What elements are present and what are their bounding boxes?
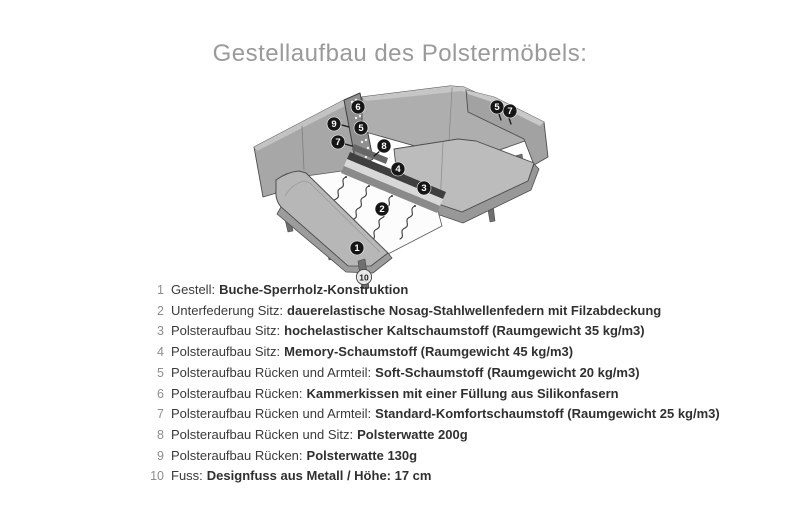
callout-badge-6 xyxy=(351,100,365,114)
legend-item-number: 4 xyxy=(157,345,164,360)
legend-item-value: Standard-Komfortschaumstoff (Raumgewicht 25 kg/m3) xyxy=(375,406,720,422)
legend-item-label: Polsteraufbau Rücken: xyxy=(171,385,303,401)
callout-badge-5 xyxy=(490,100,504,114)
callout-number: 2 xyxy=(379,204,385,215)
legend-item-label: Polsteraufbau Rücken und Armteil: xyxy=(171,406,372,422)
legend-item-value: Memory-Schaumstoff (Raumgewicht 45 kg/m3) xyxy=(284,344,574,360)
legend-item-value: Soft-Schaumstoff (Raumgewicht 20 kg/m3) xyxy=(375,364,640,380)
legend-item xyxy=(140,363,780,384)
legend-item-value: Polsterwatte 130g xyxy=(306,447,418,463)
legend-item-number: 10 xyxy=(150,469,164,484)
legend-item-number: 8 xyxy=(157,427,164,442)
legend-item-label: Unterfederung Sitz: xyxy=(171,302,284,318)
legend-item-label: Gestell: xyxy=(171,282,216,297)
legend-list xyxy=(140,280,780,487)
legend-item-value: Designfuss aus Metall / Höhe: 17 cm xyxy=(206,468,432,484)
callout-badge-5 xyxy=(354,121,368,135)
callout-badge-1 xyxy=(350,241,364,255)
legend-item-value: Kammerkissen mit einer Füllung aus Silikonfasern xyxy=(306,385,619,401)
legend-item-label: Polsteraufbau Rücken und Sitz: xyxy=(171,426,354,442)
legend-item xyxy=(140,321,780,342)
callout-number: 5 xyxy=(494,102,500,113)
legend-item-value: hochelastischer Kaltschaumstoff (Raumgewicht 35 kg/m3) xyxy=(284,323,645,339)
legend-item xyxy=(140,342,780,363)
legend-item xyxy=(140,404,780,425)
callout-number: 7 xyxy=(335,137,341,148)
legend-item-number: 1 xyxy=(157,283,164,297)
callout-number: 4 xyxy=(395,164,401,175)
callout-number: 5 xyxy=(358,123,364,134)
legend-item xyxy=(140,280,780,301)
legend-item-label: Polsteraufbau Sitz: xyxy=(171,344,281,360)
sofa-illustration xyxy=(254,86,548,289)
legend-item xyxy=(140,425,780,446)
callout-badge-3 xyxy=(417,181,431,195)
callout-badge-7 xyxy=(331,135,345,149)
callout-badge-4 xyxy=(391,162,405,176)
callout-number: 3 xyxy=(421,183,427,194)
callout-number: 7 xyxy=(507,106,513,117)
legend-item-number: 5 xyxy=(157,365,164,380)
legend-item-label: Fuss: xyxy=(171,468,203,484)
legend-item xyxy=(140,446,780,467)
callout-badge-9 xyxy=(327,117,341,131)
callout-number: 9 xyxy=(331,119,337,130)
legend-item-label: Polsteraufbau Rücken und Armteil: xyxy=(171,364,372,380)
legend-item-number: 7 xyxy=(157,407,164,422)
legend-item-number: 6 xyxy=(157,386,164,401)
callout-number: 6 xyxy=(355,102,361,113)
legend-item-label: Polsteraufbau Sitz: xyxy=(171,323,281,339)
legend-item xyxy=(140,384,780,405)
legend-item xyxy=(140,466,780,487)
legend-item-number: 2 xyxy=(157,303,164,318)
legend-item-value: dauerelastische Nosag-Stahlwellenfedern mit Filzabdeckung xyxy=(287,302,662,318)
legend-item-value: Polsterwatte 200g xyxy=(357,426,468,442)
legend-item-number: 9 xyxy=(157,448,164,463)
callout-badge-2 xyxy=(375,202,389,216)
callout-number: 8 xyxy=(381,141,387,152)
legend-item xyxy=(140,301,780,322)
callout-badge-8 xyxy=(377,139,391,153)
page-title: Gestellaufbau des Polstermöbels: xyxy=(212,40,588,67)
legend-item-number: 3 xyxy=(157,324,164,339)
callout-number: 1 xyxy=(354,243,360,254)
callout-badge-7 xyxy=(503,104,517,118)
callout-number: 10 xyxy=(359,272,369,283)
legend-item-label: Polsteraufbau Rücken: xyxy=(171,447,303,463)
legend-item-value: Buche-Sperrholz-Konstruktion xyxy=(219,282,409,297)
